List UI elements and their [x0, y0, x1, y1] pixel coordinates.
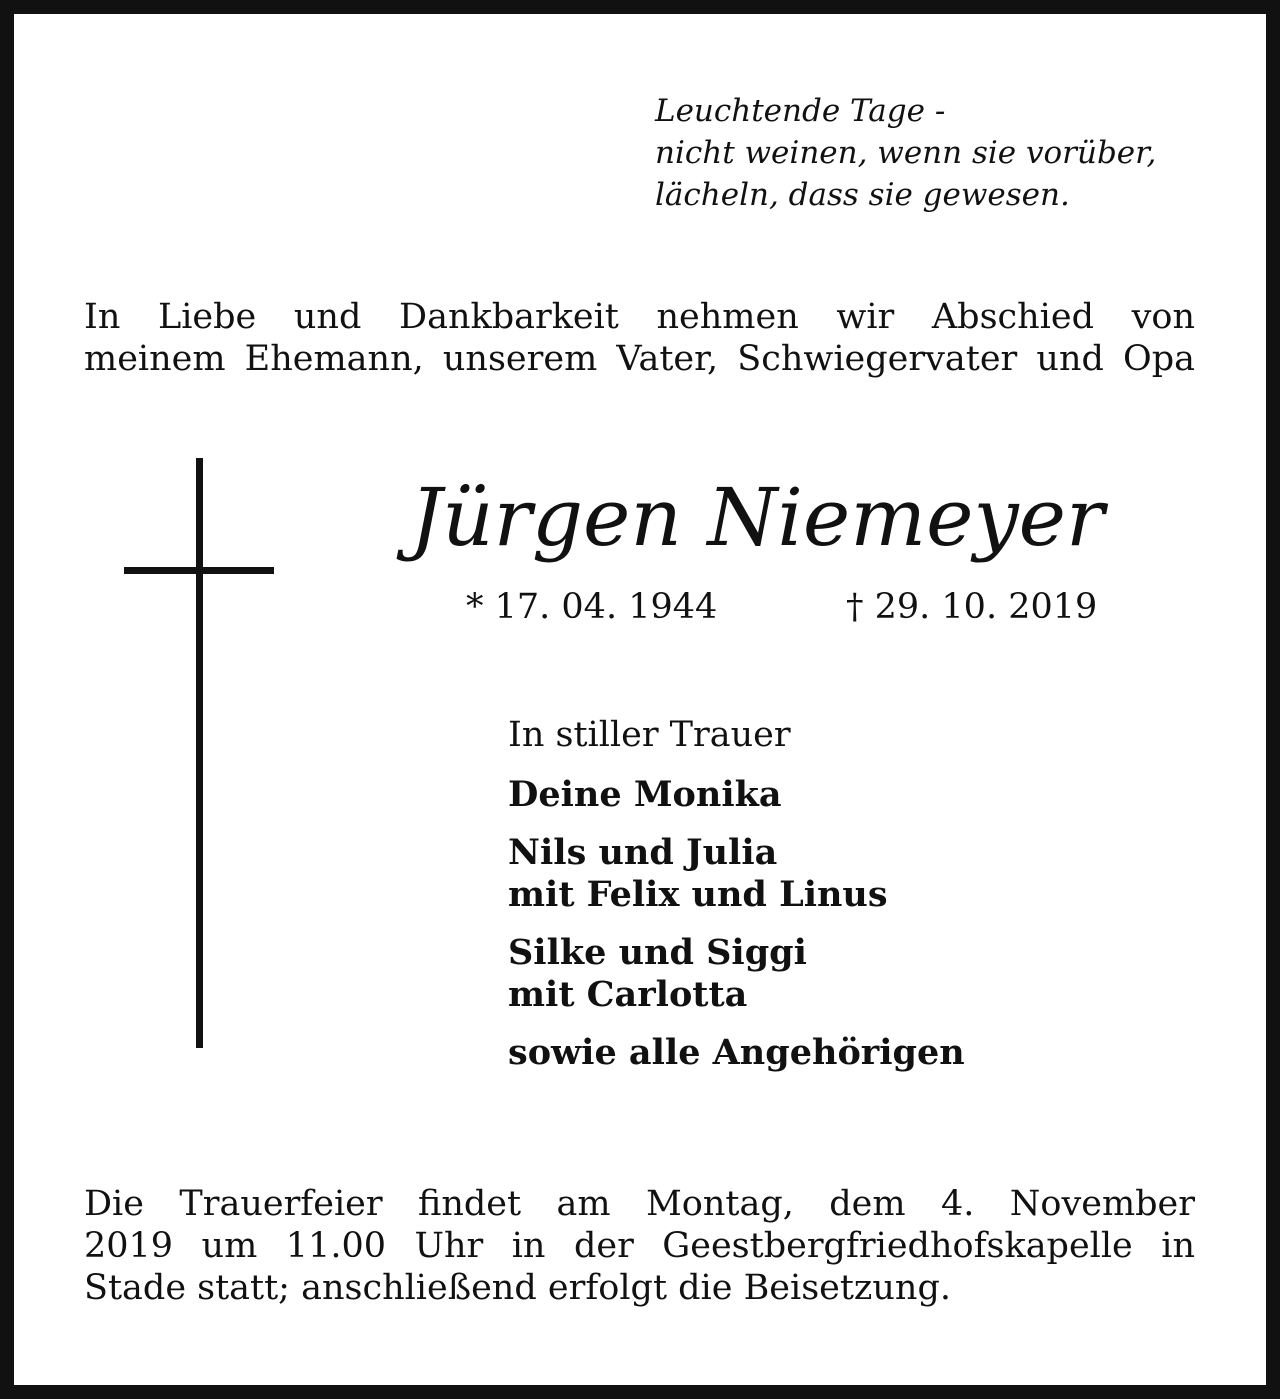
mourner-group	[508, 832, 965, 916]
mourner-line: sowie alle Angehörigen	[508, 1032, 965, 1073]
mourner-group	[508, 1032, 965, 1074]
mourner-line: Deine Monika	[508, 774, 782, 815]
mourner-group	[508, 932, 965, 1016]
service-line: 2019 um 11.00 Uhr in der Geestbergfriedhofskapelle in	[84, 1226, 1195, 1266]
intro-line: In Liebe und Dankbarkeit nehmen wir Abschied von	[84, 297, 1195, 337]
mourning-heading: In stiller Trauer	[508, 715, 791, 755]
quote-line: lächeln, dass sie gewesen.	[655, 177, 1070, 213]
cross-horizontal-bar	[124, 567, 274, 574]
mourner-line: Nils und Julia	[508, 832, 778, 873]
intro-text	[84, 296, 1195, 380]
mourner-line: mit Carlotta	[508, 974, 748, 1015]
cross-vertical-bar	[196, 458, 203, 1048]
death-date: † 29. 10. 2019	[846, 587, 1098, 627]
birth-date: * 17. 04. 1944	[466, 587, 718, 627]
service-line: Die Trauerfeier findet am Montag, dem 4. November	[84, 1184, 1195, 1224]
mourner-line: Silke und Siggi	[508, 932, 807, 973]
deceased-name: Jürgen Niemeyer	[410, 471, 1105, 564]
quote-line: Leuchtende Tage -	[655, 93, 946, 129]
intro-line: meinem Ehemann, unserem Vater, Schwiegervater und Opa	[84, 339, 1195, 379]
mourner-group	[508, 774, 965, 816]
quote-line: nicht weinen, wenn sie vorüber,	[655, 135, 1157, 171]
epigraph-quote	[655, 90, 1156, 216]
service-line: Stade statt; anschließend erfolgt die Beisetzung.	[84, 1268, 951, 1308]
service-info	[84, 1183, 1195, 1309]
mourners-section	[508, 712, 965, 1074]
mourner-line: mit Felix und Linus	[508, 874, 888, 915]
